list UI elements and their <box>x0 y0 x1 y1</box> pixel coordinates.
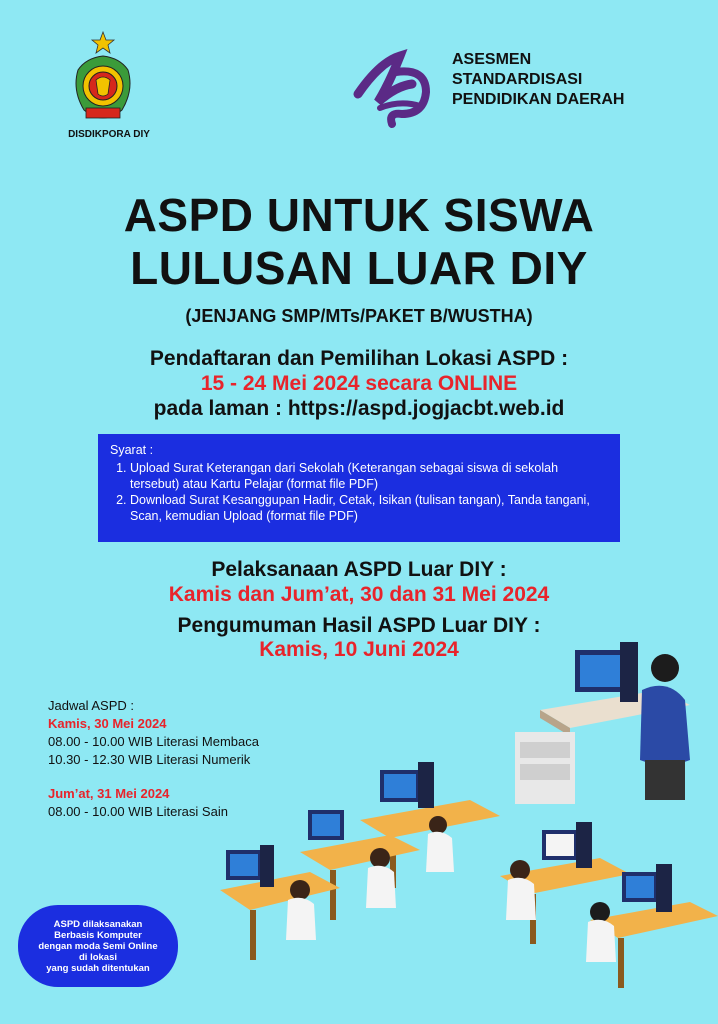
schedule-day2-label: Jum’at, 31 Mei 2024 <box>48 786 170 801</box>
office-desk-illustration <box>515 642 690 804</box>
org-name-line: PENDIDIKAN DAERAH <box>452 91 625 108</box>
note-line: ASPD dilaksanakan <box>53 918 143 930</box>
note-line: dengan moda Semi Online <box>38 940 158 952</box>
disdikpora-label: DISDIKPORA DIY <box>68 129 150 140</box>
schedule-item: 10.30 - 12.30 WIB Literasi Numerik <box>48 752 251 767</box>
registration-url: pada laman : https://aspd.jogjacbt.web.id <box>153 397 565 420</box>
note-line: yang sudah ditentukan <box>46 962 150 974</box>
page-subtitle: (JENJANG SMP/MTs/PAKET B/WUSTHA) <box>185 306 533 326</box>
schedule-heading: Jadwal ASPD : <box>48 698 134 713</box>
org-name-line: ASESMEN <box>452 51 532 68</box>
registration-dates: 15 - 24 Mei 2024 secara ONLINE <box>200 372 518 395</box>
note-line: Berbasis Komputer <box>54 929 142 941</box>
schedule-section <box>48 697 259 821</box>
schedule-day1-label: Kamis, 30 Mei 2024 <box>48 716 167 731</box>
aspd-logo-icon <box>350 42 436 132</box>
org-name <box>452 50 624 110</box>
page-title-line2: LULUSAN LUAR DIY <box>130 242 588 294</box>
requirements-heading: Syarat : <box>110 443 154 457</box>
requirement-item: 1. Upload Surat Keterangan dari Sekolah (Keterangan sebagai siswa di sekolah tersebut) atau Kartu Pelajar (format file PDF) <box>130 460 608 492</box>
cbt-note-badge <box>18 905 178 987</box>
org-name-line: STANDARDISASI <box>452 71 583 88</box>
page-title-line1: ASPD UNTUK SISWA <box>123 189 595 241</box>
computer-lab-illustration <box>190 620 718 1024</box>
student-desk-row-illustration <box>500 822 718 988</box>
schedule-item: 08.00 - 10.00 WIB Literasi Sain <box>48 804 228 819</box>
requirement-item: 2. Download Surat Kesanggupan Hadir, Cetak, Isikan (tulisan tangan), Tanda tangani, Scan, kemudian Upload (format file PDF) <box>130 492 608 524</box>
note-line: di lokasi <box>78 951 117 963</box>
student-desk-row-illustration <box>220 762 500 960</box>
announcement-date: Kamis, 10 Juni 2024 <box>259 638 459 661</box>
disdikpora-emblem-icon <box>62 30 144 126</box>
requirements-box <box>98 434 620 542</box>
execution-dates: Kamis dan Jum’at, 30 dan 31 Mei 2024 <box>168 583 550 606</box>
schedule-item: 08.00 - 10.00 WIB Literasi Membaca <box>48 734 259 749</box>
registration-heading: Pendaftaran dan Pemilihan Lokasi ASPD : <box>149 347 569 370</box>
announcement-heading: Pengumuman Hasil ASPD Luar DIY : <box>177 614 541 637</box>
requirements-list <box>110 460 608 524</box>
execution-heading: Pelaksanaan ASPD Luar DIY : <box>211 558 507 581</box>
